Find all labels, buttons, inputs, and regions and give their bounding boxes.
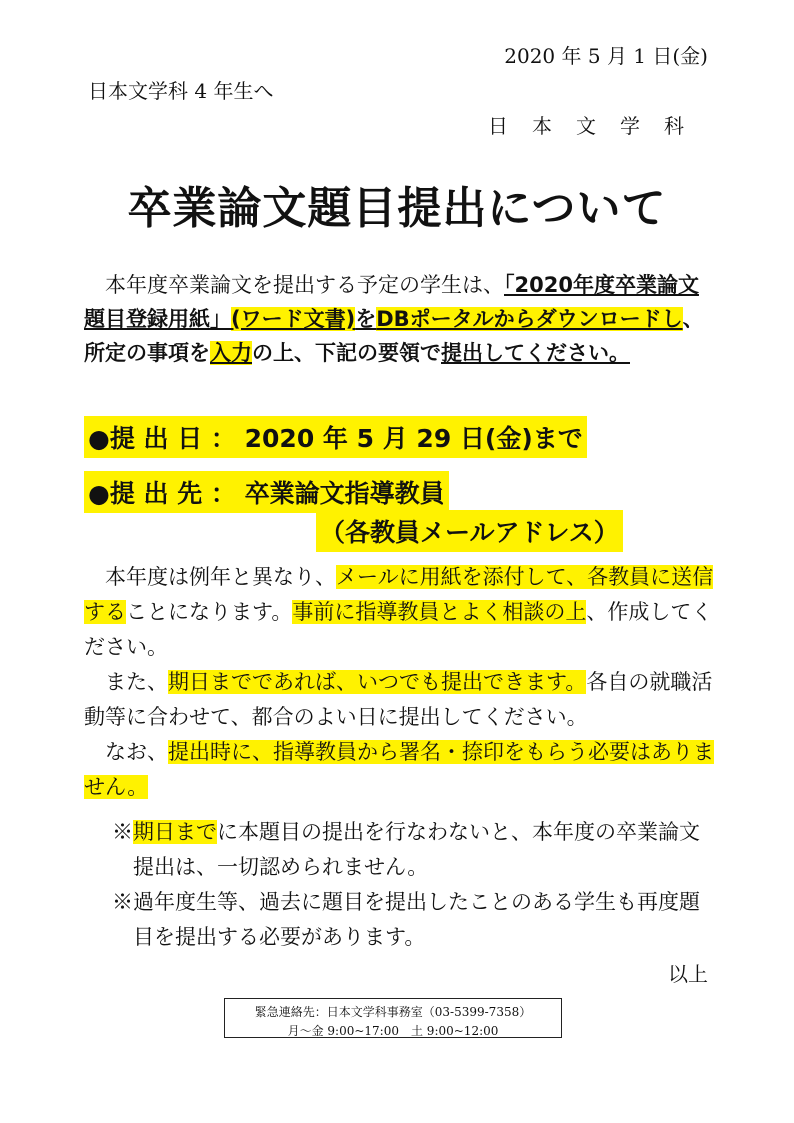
download-instruction: DBポータルからダウンロードし	[376, 307, 683, 331]
document-date: 2020 年 5 月 1 日(金)	[504, 44, 708, 68]
intro-paragraph	[84, 268, 716, 370]
note-1	[112, 815, 716, 885]
word-document-note: (ワード文書)	[231, 307, 356, 331]
p1-highlight-a: メールに用紙を添付して、各教員に送信する	[84, 565, 714, 624]
emergency-contact-box	[224, 998, 562, 1038]
p1-text-a: 本年度は例年と異なり、	[105, 565, 336, 589]
deadline-item: ●提 出 日 ： 2020 年 5 月 29 日(金)まで	[84, 416, 587, 458]
p1-text-b: ことになります。	[126, 600, 293, 624]
intro-text-2: を	[355, 307, 377, 331]
notes-section	[112, 815, 716, 955]
input-instruction: 入力	[210, 341, 252, 365]
form-name: 「2020年度卒業論文題目登録用紙」	[84, 273, 699, 331]
p1-text-c: 、作成してください。	[84, 600, 713, 659]
note-1-text: に本題目の提出を行なわないと、本年度の卒業論文提出は、一切認められません。	[133, 820, 700, 879]
closing-mark: 以上	[668, 962, 708, 986]
note-2: ※過年度生等、過去に題目を提出したことのある学生も再度題目を提出する必要があります。	[112, 890, 700, 949]
details-body	[84, 560, 716, 805]
document-title: 卒業論文題目提出について	[127, 183, 667, 234]
intro-text-1: 本年度卒業論文を提出する予定の学生は、	[105, 273, 504, 297]
contact-line-2: 月～金 9:00~17:00 土 9:00~12:00	[287, 1024, 499, 1038]
p2-text-a: また、	[105, 670, 168, 694]
note-1-mark: ※	[112, 820, 133, 844]
intro-text-4: の上、下記の要領で	[252, 341, 441, 365]
body-paragraph-3	[84, 735, 716, 805]
p2-highlight: 期日までであれば、いつでも提出できます。	[168, 670, 587, 694]
body-paragraph-1	[84, 560, 716, 665]
p2-text-b: 各自の就職活動等に合わせて、都合のよい日に提出してください。	[84, 670, 713, 729]
intro-text-3: 、所定の事項を	[84, 307, 704, 365]
submit-instruction: 提出してください。	[441, 341, 630, 365]
p1-highlight-b: 事前に指導教員とよく相談の上	[292, 600, 587, 624]
destination-subitem: （各教員メールアドレス）	[316, 510, 623, 552]
note-1-highlight: 期日まで	[133, 820, 217, 844]
body-paragraph-2	[84, 665, 716, 735]
sender-line: 日本文学科	[488, 114, 708, 138]
recipient-line: 日本文学科 4 年生へ	[88, 79, 274, 103]
contact-line-1: 緊急連絡先：日本文学科事務室（03-5399-7358）	[254, 1005, 532, 1019]
destination-item: ●提 出 先 ： 卒業論文指導教員	[84, 471, 449, 513]
p3-text-a: なお、	[105, 740, 168, 764]
p3-highlight: 提出時に、指導教員から署名・捺印をもらう必要はありません。	[84, 740, 714, 799]
